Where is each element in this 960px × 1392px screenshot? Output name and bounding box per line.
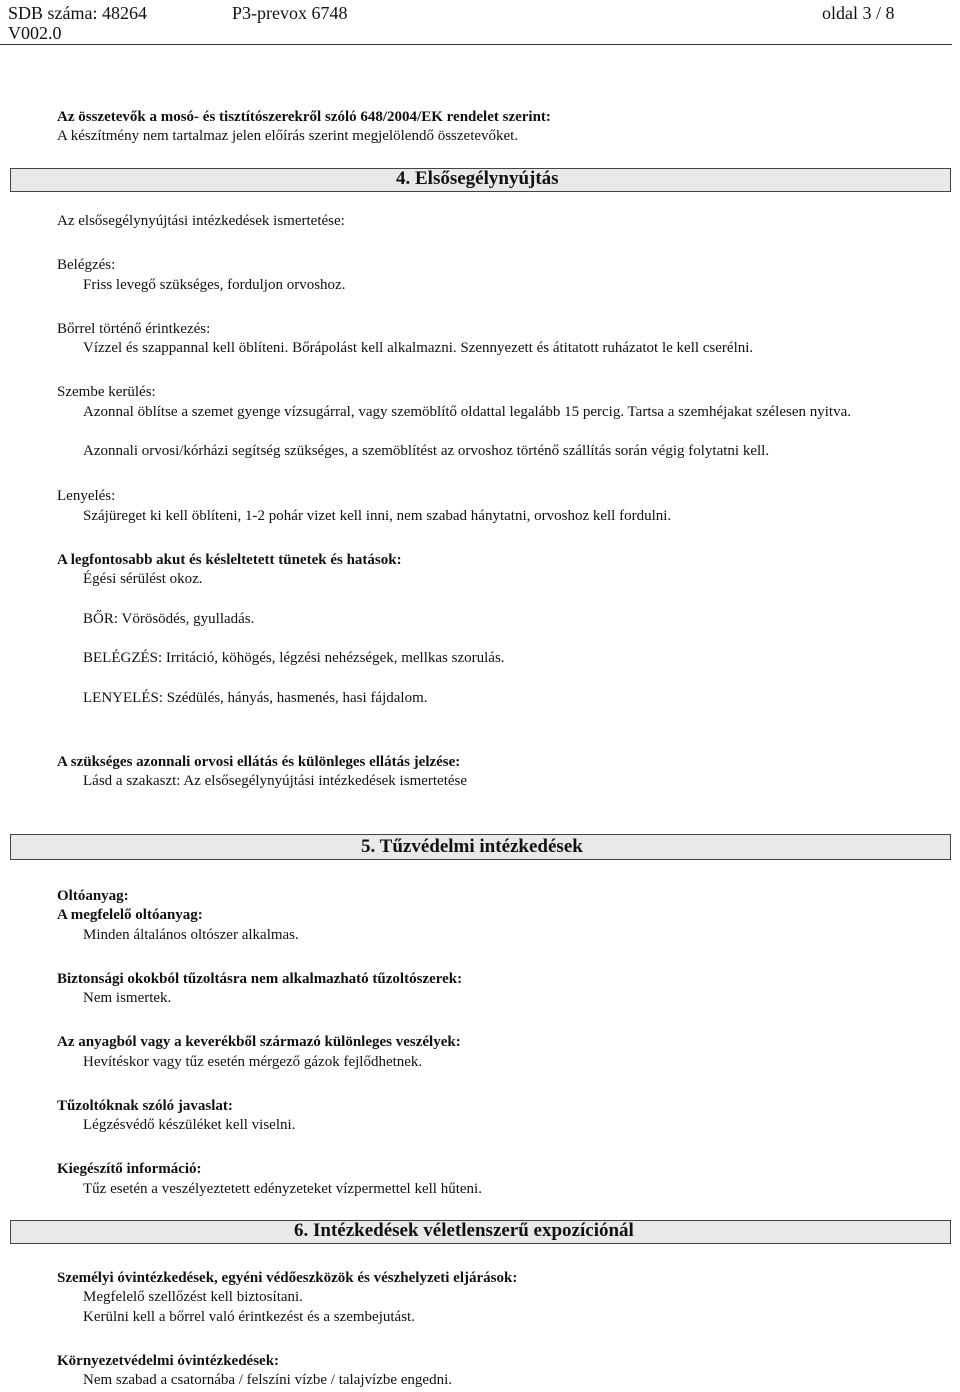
eye-contact-text-1: Azonnal öblítse a szemet gyenge vízsugárral, vagy szemöblítő oldattal legalább 15 percig. Tartsa a szemhéjakat szélesen nyitva. [83, 404, 851, 420]
page-number: oldal 3 / 8 [822, 3, 895, 23]
additional-info-text: Tűz esetén a veszélyeztetett edényzeteket vízpermettel kell hűteni. [83, 1181, 482, 1197]
section-5-title: 5. Tűzvédelmi intézkedések [361, 836, 583, 857]
medical-attention-label: A szükséges azonnali orvosi ellátás és különleges ellátás jelzése: [57, 754, 461, 770]
skin-contact-label: Bőrrel történő érintkezés: [57, 321, 211, 337]
detergent-regulation-text: A készítmény nem tartalmaz jelen előírás szerint megjelölendő összetevőket. [57, 128, 519, 144]
unsuitable-media-label: Biztonsági okokból tűzoltásra nem alkalmazható tűzoltószerek: [57, 971, 463, 987]
symptoms-text-2: BŐR: Vörösödés, gyulladás. [83, 611, 255, 627]
detergent-regulation-title: Az összetevők a mosó- és tisztítószerekről szóló 648/2004/EK rendelet szerint: [57, 109, 551, 125]
inhalation-text: Friss levegő szükséges, forduljon orvoshoz. [83, 277, 346, 293]
environmental-precautions-text: Nem szabad a csatornába / felszíni vízbe / talajvízbe engedni. [83, 1372, 453, 1388]
personal-precautions-text-2: Kerülni kell a bőrrel való érintkezést és a szembejutást. [83, 1309, 415, 1325]
symptoms-text-4: LENYELÉS: Szédülés, hányás, hasmenés, hasi fájdalom. [83, 690, 428, 706]
ingestion-label: Lenyelés: [57, 488, 116, 504]
product-name: P3-prevox 6748 [232, 3, 348, 23]
extinguishing-media-label: Oltóanyag: [57, 888, 129, 904]
section-4-title: 4. Elsősegélynyújtás [396, 168, 559, 189]
firefighter-advice-text: Légzésvédő készüléket kell viselni. [83, 1117, 296, 1133]
additional-info-label: Kiegészítő információ: [57, 1161, 202, 1177]
first-aid-description-label: Az elsősegélynyújtási intézkedések ismertetése: [57, 213, 345, 229]
version: V002.0 [8, 23, 62, 43]
special-hazards-label: Az anyagból vagy a keverékből származó különleges veszélyek: [57, 1034, 461, 1050]
symptoms-label: A legfontosabb akut és késleltetett tünetek és hatások: [57, 552, 402, 568]
suitable-media-text: Minden általános oltószer alkalmas. [83, 927, 299, 943]
skin-contact-text: Vízzel és szappannal kell öblíteni. Bőrápolást kell alkalmazni. Szennyezett és átitatott ruházatot le kell cserélni. [83, 340, 754, 356]
firefighter-advice-label: Tűzoltóknak szóló javaslat: [57, 1098, 233, 1114]
inhalation-label: Belégzés: [57, 257, 116, 273]
environmental-precautions-label: Környezetvédelmi óvintézkedések: [57, 1353, 280, 1369]
personal-precautions-label: Személyi óvintézkedések, egyéni védőeszközök és vészhelyzeti eljárások: [57, 1270, 518, 1286]
symptoms-text-3: BELÉGZÉS: Irritáció, köhögés, légzési nehézségek, mellkas szorulás. [83, 650, 505, 666]
eye-contact-text-2: Azonnali orvosi/kórházi segítség szükséges, a szemöblítést az orvoshoz történő szállítás során végig folytatni kell. [83, 443, 770, 459]
ingestion-text: Szájüreget ki kell öblíteni, 1-2 pohár vizet kell inni, nem szabad hánytatni, orvoshoz kell fordulni. [83, 508, 672, 524]
medical-attention-text: Lásd a szakaszt: Az elsősegélynyújtási intézkedések ismertetése [83, 773, 468, 789]
symptoms-text-1: Égési sérülést okoz. [83, 571, 203, 587]
personal-precautions-text-1: Megfelelő szellőzést kell biztosítani. [83, 1289, 303, 1305]
unsuitable-media-text: Nem ismertek. [83, 990, 172, 1006]
header-divider [0, 44, 952, 45]
section-6-title: 6. Intézkedések véletlenszerű expozíciónál [294, 1220, 634, 1241]
special-hazards-text: Hevítéskor vagy tűz esetén mérgező gázok fejlődhetnek. [83, 1054, 423, 1070]
sdb-number: SDB száma: 48264 [8, 3, 147, 23]
suitable-media-label: A megfelelő oltóanyag: [57, 907, 203, 923]
eye-contact-label: Szembe kerülés: [57, 384, 156, 400]
